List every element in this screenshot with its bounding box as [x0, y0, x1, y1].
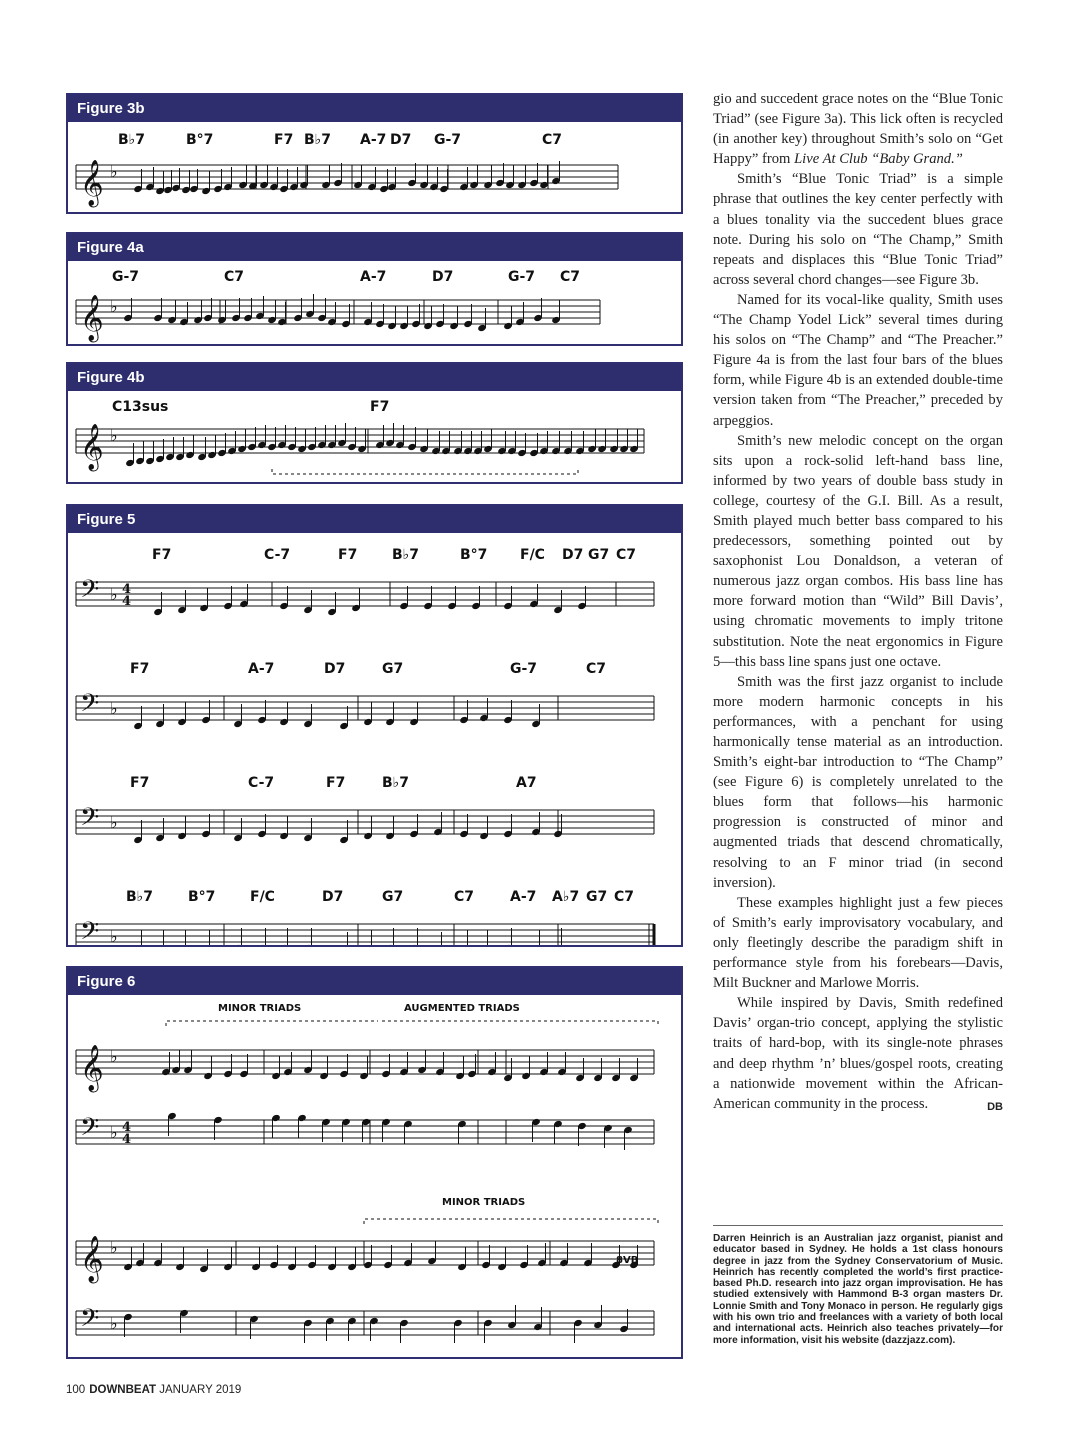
page-number: 100	[66, 1384, 86, 1396]
bass-clef-icon: 𝄢	[80, 803, 100, 838]
bass-clef-icon: 𝄢	[80, 575, 100, 610]
figure-6-staves	[68, 995, 681, 1357]
time-signature: 4	[122, 594, 132, 609]
chord: F7	[326, 775, 346, 791]
chord: D7	[562, 547, 584, 563]
article-paragraph: These examples highlight just a few pieces of Smith’s early improvisatory vocabulary, and only fleetingly describe the paradigm shift in performance style from his forebears—Davis, Milt Buckner and Marlowe Morris.	[713, 894, 1003, 992]
chord: A-7	[248, 661, 275, 677]
ottava-bracket	[272, 469, 578, 474]
key-flat-icon: ♭	[110, 1123, 118, 1142]
chord: C7	[616, 547, 637, 563]
chord: D7	[322, 889, 344, 905]
chord: C7	[560, 269, 581, 285]
time-signature: 4	[122, 1132, 132, 1147]
chord: B°7	[188, 889, 216, 905]
figure-6	[66, 966, 683, 1359]
key-flat-icon: ♭	[110, 813, 118, 832]
minor-triads-label: MINOR TRIADS	[218, 1003, 302, 1014]
chord: G-7	[112, 269, 140, 285]
treble-staff	[76, 294, 600, 343]
chord: F7	[130, 661, 150, 677]
author-bio: Darren Heinrich is an Australian jazz organist, pianist and educator based in Sydney. He holds a 1st class honours degree in jazz from the Sydney Conservatorium of Music. Heinrich has recently completed the world’s first practice-based Ph.D. research into jazz organ improvisation. He has studied extensively with Hammond B-3 organ masters Dr. Lonnie Smith and Tony Monaco in person. He regularly gigs with his own trio and freelances with a variety of both local and international acts. Heinrich also teaches privately—for more information, visit his website (dazzjazz.com).	[713, 1233, 1003, 1346]
figure-4a-staff	[68, 261, 681, 344]
key-flat-icon: ♭	[110, 297, 118, 316]
figure-3b	[66, 93, 683, 214]
bass-clef-icon: 𝄢	[80, 917, 100, 945]
minor-triads-label-2: MINOR TRIADS	[442, 1197, 526, 1208]
key-flat-icon: ♭	[110, 426, 118, 445]
bass-clef-icon: 𝄢	[80, 1113, 100, 1148]
chord: C-7	[248, 775, 275, 791]
augmented-triads-label: AUGMENTED TRIADS	[404, 1003, 520, 1014]
key-flat-icon: ♭	[110, 585, 118, 604]
bass-clef-icon: 𝄢	[80, 1304, 100, 1339]
chord: B♭7	[392, 547, 420, 563]
chord: C7	[454, 889, 475, 905]
treble-staff-sys2	[76, 1236, 654, 1284]
chord: C7	[614, 889, 635, 905]
chord: F/C	[520, 547, 545, 563]
issue-date: JANUARY 2019	[159, 1384, 242, 1396]
magazine-name: DOWNBEAT	[89, 1384, 157, 1396]
treble-clef-icon: 𝄞	[80, 1045, 104, 1091]
chord: F/C	[250, 889, 275, 905]
chord: G7	[586, 889, 608, 905]
article-paragraph: Named for its vocal-like quality, Smith uses “The Champ Yodel Lick” several times during his solos on “The Champ” and “The Preacher.” Figure 4a is from the last four bars of the blues form, while Figure 4b is an extended double-time version taken from “The Preacher,” preceded by arpeggios.	[713, 291, 1003, 429]
chord: B♭7	[118, 132, 146, 148]
figure-6-title: Figure 6	[68, 968, 681, 995]
augmented-triads-bracket	[382, 1021, 658, 1026]
figure-4b-staff	[68, 391, 681, 482]
chord: F7	[370, 399, 390, 415]
figure-4b-title: Figure 4b	[68, 364, 681, 391]
album-title: Live At Club “Baby Grand.”	[794, 151, 963, 168]
key-flat-icon: ♭	[110, 162, 118, 181]
figure-3b-title: Figure 3b	[68, 95, 681, 122]
chord: G7	[382, 661, 404, 677]
key-flat-icon: ♭	[110, 1047, 118, 1066]
chord: B°7	[460, 547, 488, 563]
article-paragraph: Smith’s “Blue Tonic Triad” is a simple phrase that outlines the key center perfectly with a blues tonality via the succedent blues grace note. During his solo on “The Champ,” Smith repeats and displaces this “Blue Tonic Triad” across several chord changes—see Figure 3b.	[713, 171, 1003, 288]
chord: G7	[588, 547, 610, 563]
time-signature: 4	[122, 582, 132, 597]
chord: B♭7	[126, 889, 154, 905]
figure-4a-title: Figure 4a	[68, 234, 681, 261]
chord: A-7	[360, 132, 387, 148]
chord: C7	[542, 132, 563, 148]
bass-clef-icon: 𝄢	[80, 689, 100, 724]
bass-staff-sys1	[76, 1112, 654, 1150]
chord: F7	[152, 547, 172, 563]
chord: D7	[390, 132, 412, 148]
key-flat-icon: ♭	[110, 699, 118, 718]
treble-clef-icon: 𝄞	[80, 295, 104, 341]
figure-3b-chord-symbols	[118, 132, 562, 148]
treble-clef-icon: 𝄞	[80, 160, 104, 206]
time-signature: 4	[122, 1120, 132, 1135]
bass-staff-row3	[76, 803, 654, 844]
chord: F7	[274, 132, 294, 148]
chord: B♭7	[304, 132, 332, 148]
chord: G7	[382, 889, 404, 905]
article-paragraph	[713, 89, 1003, 169]
minor-triads-bracket	[166, 1021, 378, 1026]
chord: C-7	[264, 547, 291, 563]
chord: A7	[516, 775, 537, 791]
chord: D7	[432, 269, 454, 285]
chord: G-7	[510, 661, 538, 677]
figure-5-title: Figure 5	[68, 506, 681, 533]
figure-4a	[66, 232, 683, 346]
chord: B♭7	[382, 775, 410, 791]
minor-triads-bracket-2	[364, 1219, 658, 1224]
chord: C7	[224, 269, 245, 285]
figure-4b	[66, 362, 683, 484]
end-mark: DB	[987, 1100, 1003, 1113]
key-flat-icon: ♭	[110, 1314, 118, 1333]
bass-staff-sys2	[76, 1304, 654, 1343]
figure-4b-chord-symbols	[112, 399, 389, 415]
chord: C13sus	[112, 399, 169, 415]
paragraph-text: While inspired by Davis, Smith redefined Davis’ organ-trio concept, applying the stylistic traits of hard-bop, with its single-note phrases and deep rhythm ’n’ blues/gospel roots, creating a nationwide movement within the African-American community in the process.	[713, 995, 1003, 1112]
figure-5-row2-chords	[130, 661, 606, 677]
figure-5-row1-chords	[152, 547, 636, 563]
ottava-label: 8VB	[616, 1255, 639, 1266]
figure-4a-chord-symbols	[112, 269, 580, 285]
chord: F7	[338, 547, 358, 563]
chord: B°7	[186, 132, 214, 148]
article-paragraph: Smith’s new melodic concept on the organ sits upon a rock-solid left-hand bass line, informed by two years of double bass study in college, courtesy of the G.I. Bill. As a result, Smith played much better bass compared to his predecessors, something pointed out by saxophonist Lou Donaldson, a veteran of numerous jazz organ combos. His bass line has more forward motion than “Wild” Bill Davis’, using chromatic movements to imply tritone substitution. Note the neat ergonomics in Figure 5—this bass line spans just one octave.	[713, 432, 1003, 670]
chord: G-7	[508, 269, 536, 285]
treble-staff	[76, 160, 618, 208]
chord: C7	[586, 661, 607, 677]
paragraph-text: gio and succedent grace notes on the “Blue Tonic Triad” (see Figure 3a). This lick often is recycled (in another key) throughout Smith’s solo on “Get Happy” from	[713, 91, 1003, 168]
article-paragraph: Smith was the first jazz organist to include more modern harmonic concepts in his performances, with a penchant for using harmonically tense material as an introduction. Smith’s eight-bar introduction to “The Champ” (see Figure 6) is completely unrelated to the blues form that follows—his harmonic progression is constructed of minor and augmented triads that descend chromatically, resolving to an F minor triad (in second inversion).	[713, 673, 1003, 891]
treble-clef-icon: 𝄞	[80, 424, 104, 470]
article-paragraph	[713, 993, 1003, 1114]
treble-staff	[76, 423, 644, 472]
bio-divider	[713, 1225, 1003, 1226]
figure-5-row4-chords	[126, 889, 634, 905]
treble-staff-sys1	[76, 1045, 654, 1093]
figure-5	[66, 504, 683, 947]
treble-clef-icon: 𝄞	[80, 1236, 104, 1282]
bass-staff-row4	[76, 917, 654, 945]
figure-5-staves	[68, 533, 681, 945]
bass-staff-row2	[76, 689, 654, 730]
chord: G-7	[434, 132, 462, 148]
bass-staff-row1	[76, 575, 654, 616]
chord: D7	[324, 661, 346, 677]
key-flat-icon: ♭	[110, 927, 118, 945]
chord: A-7	[360, 269, 387, 285]
chord: F7	[130, 775, 150, 791]
figure-3b-staff	[68, 122, 681, 212]
chord: A-7	[510, 889, 537, 905]
chord: A♭7	[552, 889, 580, 905]
key-flat-icon: ♭	[110, 1238, 118, 1257]
figure-5-row3-chords	[130, 775, 537, 791]
article-body	[713, 89, 1003, 1117]
page-footer	[66, 1384, 241, 1396]
